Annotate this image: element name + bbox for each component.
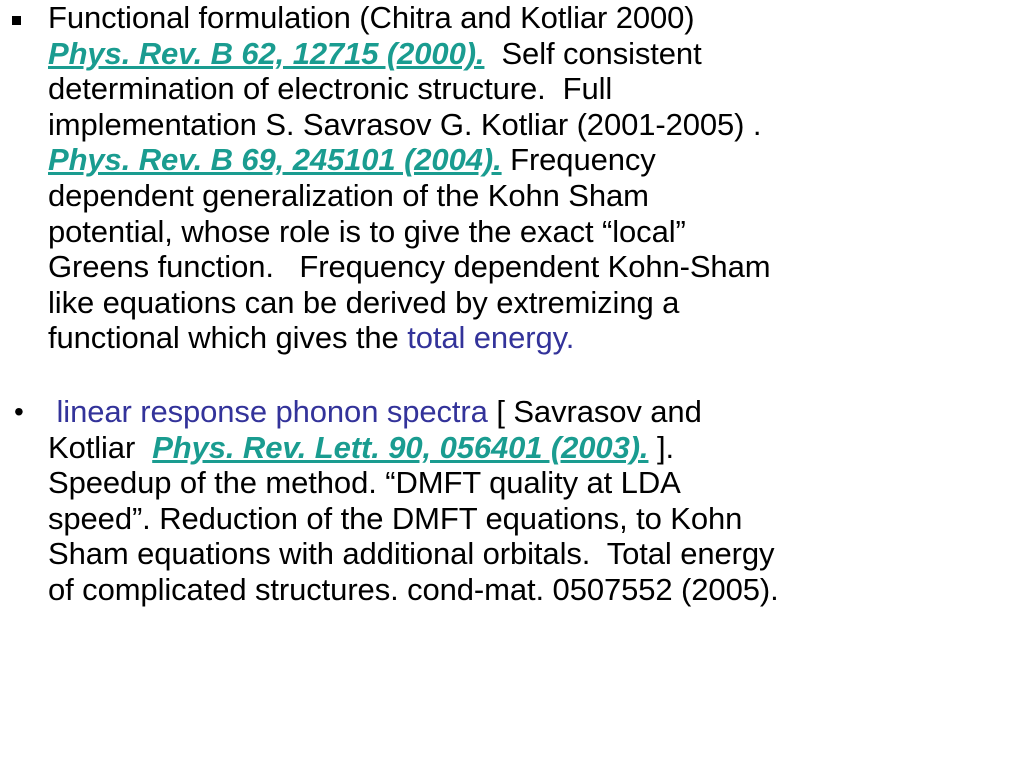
bullet-1-line-6 [48,178,1014,214]
bullet-1-line-5 [48,142,1014,178]
bullet-2-line-2 [48,430,1014,466]
citation-link-prb62[interactable]: Phys. Rev. B 62, 12715 (2000). [48,35,485,71]
bullet-1-line-10 [48,320,1014,356]
bullet-2-text [48,394,1014,608]
citation-link-prb69[interactable]: Phys. Rev. B 69, 245101 (2004). [48,142,502,178]
round-bullet-icon: • [14,396,24,427]
bullet-1-line-7 [48,214,1014,250]
bullet-1-line-3 [48,71,1014,107]
text-span: like equations can be derived by extremizing a [48,284,680,320]
text-span: implementation S. Savrasov G. Kotliar (2001-2005) . [48,106,762,142]
total-energy-highlight: total energy [407,320,566,356]
bullet-2-line-5 [48,536,1014,572]
bullet-1-line-9 [48,285,1014,321]
text-span: . [565,320,575,356]
bullet-1-text [48,0,1014,356]
text-span: speed”. Reduction of the DMFT equations, to Kohn [48,500,743,536]
bullet-2-line-6 [48,572,1014,608]
text-span: Functional formulation (Chitra and Kotliar 2000) [48,0,695,35]
text-span: ]. [648,429,674,465]
text-span: dependent generalization of the Kohn Sham [48,177,649,213]
bullet-1-line-4 [48,107,1014,143]
bullet-2-line-3 [48,465,1014,501]
bullet-1-line-2 [48,36,1014,72]
bullet-2-line-4 [48,501,1014,537]
text-span: potential, whose role is to give the exact “local” [48,213,686,249]
text-span: Sham equations with additional orbitals. Total energy [48,536,775,572]
citation-link-prl90[interactable]: Phys. Rev. Lett. 90, 056401 (2003). [152,429,649,465]
text-span: Self consistent [484,35,702,71]
text-span: Frequency [501,142,656,178]
text-span: Speedup of the method. “DMFT quality at LDA [48,465,681,501]
square-bullet-icon [12,0,21,36]
text-span: determination of electronic structure. Full [48,71,613,107]
bullet-1-line-8 [48,249,1014,285]
text-span: Kotliar [48,429,153,465]
text-span: functional which gives the [48,320,408,356]
bullet-2-line-1 [48,394,1014,430]
text-span: [ Savrasov and [487,394,702,429]
linear-response-highlight: linear response phonon spectra [48,394,488,429]
text-span: Greens function. Frequency dependent Kohn-Sham [48,249,771,285]
text-span: of complicated structures. cond-mat. 0507552 (2005). [48,571,779,607]
bullet-1-line-1 [48,0,1014,36]
